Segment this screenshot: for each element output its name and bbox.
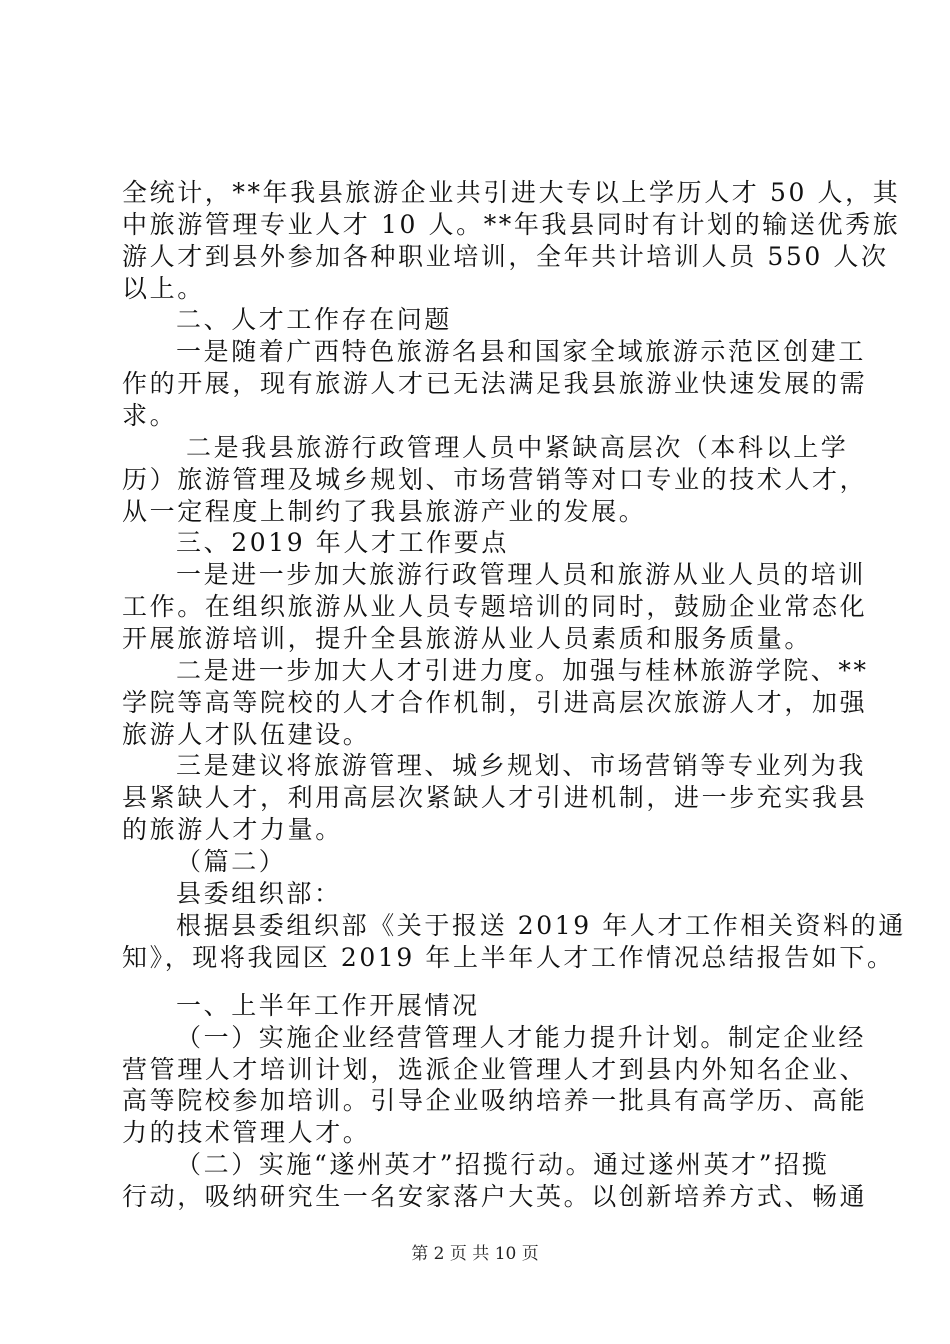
body-text-line: 求。	[122, 401, 178, 430]
body-text-line: 二是我县旅游行政管理人员中紧缺高层次（本科以上学	[186, 433, 849, 462]
body-text-line: 一是随着广西特色旅游名县和国家全域旅游示范区创建工	[176, 337, 867, 366]
body-text-line: 营管理人才培训计划，选派企业管理人才到县内外知名企业、	[122, 1055, 868, 1084]
body-text-line: 全统计，**年我县旅游企业共引进大专以上学历人才 50 人，其	[122, 178, 901, 207]
body-text-line: 开展旅游培训，提升全县旅游从业人员素质和服务质量。	[122, 624, 813, 653]
body-text-line: 作的开展，现有旅游人才已无法满足我县旅游业快速发展的需	[122, 369, 868, 398]
body-text-line: 力的技术管理人才。	[122, 1118, 371, 1147]
body-text-line: 的旅游人才力量。	[122, 815, 343, 844]
body-text-line: （二）实施“遂州英才”招揽行动。通过遂州英才”招揽	[176, 1150, 830, 1179]
body-text-line: 二是进一步加大人才引进力度。加强与桂林旅游学院、**	[176, 656, 869, 685]
body-text-line: 高等院校参加培训。引导企业吸纳培养一批具有高学历、高能	[122, 1086, 868, 1115]
section-heading: 一、上半年工作开展情况	[176, 991, 480, 1020]
section-heading: （篇二）	[176, 847, 287, 876]
body-text-line: 游人才到县外参加各种职业培训，全年共计培训人员 550 人次	[122, 242, 889, 271]
body-text-line: 从一定程度上制约了我县旅游产业的发展。	[122, 497, 647, 526]
body-text-line: 县紧缺人才，利用高层次紧缺人才引进机制，进一步充实我县	[122, 783, 868, 812]
body-text-line: 历）旅游管理及城乡规划、市场营销等对口专业的技术人才，	[122, 465, 868, 494]
body-text-line: 三是建议将旅游管理、城乡规划、市场营销等专业列为我	[176, 751, 867, 780]
salutation: 县委组织部：	[176, 879, 342, 908]
body-text-line: 一是进一步加大旅游行政管理人员和旅游从业人员的培训	[176, 560, 867, 589]
page-number-footer: 第 2 页 共 10 页	[411, 1244, 539, 1264]
body-text-line: 旅游人才队伍建设。	[122, 720, 371, 749]
body-text-line: 行动，吸纳研究生一名安家落户大英。以创新培养方式、畅通	[122, 1182, 868, 1211]
body-text-line: 学院等高等院校的人才合作机制，引进高层次旅游人才，加强	[122, 688, 868, 717]
body-text-line: 以上。	[122, 274, 205, 303]
body-text-line: 中旅游管理专业人才 10 人。**年我县同时有计划的输送优秀旅	[122, 210, 901, 239]
body-text-line: 根据县委组织部《关于报送 2019 年人才工作相关资料的通	[176, 911, 906, 940]
section-heading: 二、人才工作存在问题	[176, 305, 453, 334]
body-text-line: 工作。在组织旅游从业人员专题培训的同时，鼓励企业常态化	[122, 592, 868, 621]
body-text-line: （一）实施企业经营管理人才能力提升计划。制定企业经	[176, 1023, 867, 1052]
section-heading: 三、2019 年人才工作要点	[176, 528, 509, 557]
body-text-line: 知》，现将我园区 2019 年上半年人才工作情况总结报告如下。	[122, 943, 895, 972]
